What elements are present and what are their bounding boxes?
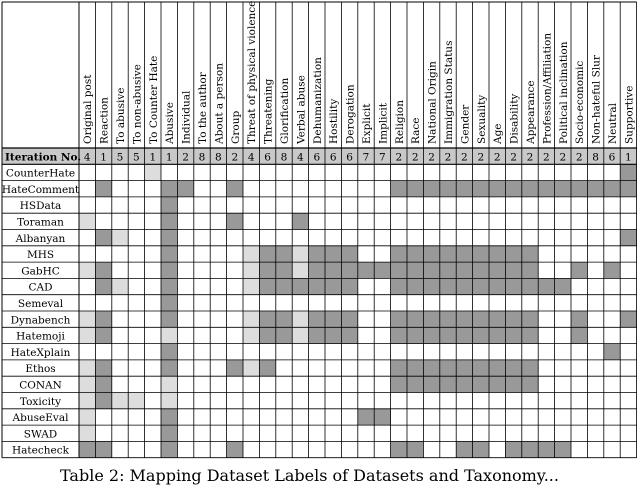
partial-cell — [128, 393, 144, 409]
partial-cell — [292, 327, 308, 343]
dataset-name: GabHC — [21, 265, 60, 278]
mapped-cell — [407, 441, 423, 457]
mapped-cell — [505, 441, 521, 457]
mapped-cell — [456, 376, 472, 392]
mapped-cell — [423, 311, 439, 327]
iteration-number: 2 — [444, 151, 452, 164]
partial-cell — [112, 278, 128, 294]
partial-cell — [79, 213, 95, 229]
mapped-cell — [161, 409, 177, 425]
dataset-name: HateXplain — [10, 346, 71, 359]
mapped-cell — [325, 262, 341, 278]
mapped-cell — [95, 376, 111, 392]
mapped-cell — [456, 441, 472, 457]
column-header: To abusive — [115, 87, 127, 144]
iteration-number: 4 — [297, 151, 304, 164]
mapped-cell — [325, 311, 341, 327]
mapped-cell — [538, 278, 554, 294]
mapped-cell — [473, 441, 489, 457]
mapped-cell — [423, 327, 439, 343]
mapped-cell — [276, 246, 292, 262]
mapped-cell — [440, 327, 456, 343]
column-header: Non-hateful Slur — [590, 55, 603, 144]
mapped-cell — [227, 360, 243, 376]
column-header: Profession/Affiliation — [541, 32, 554, 144]
mapped-cell — [604, 181, 620, 197]
column-header: Sexuality — [475, 94, 488, 144]
dataset-name: Albanyan — [15, 232, 66, 245]
mapped-cell — [489, 327, 505, 343]
column-header: Gender — [459, 104, 472, 144]
mapped-cell — [391, 441, 407, 457]
mapped-cell — [292, 278, 308, 294]
column-header: Explicit — [361, 103, 373, 144]
dataset-name: Hatemoji — [16, 330, 65, 343]
mapped-cell — [456, 278, 472, 294]
mapped-cell — [161, 213, 177, 229]
iteration-number: 5 — [116, 151, 124, 164]
mapped-cell — [407, 311, 423, 327]
mapped-cell — [259, 246, 275, 262]
mapped-cell — [473, 262, 489, 278]
partial-cell — [243, 246, 259, 262]
mapped-cell — [489, 278, 505, 294]
mapped-cell — [309, 327, 325, 343]
mapped-cell — [473, 181, 489, 197]
mapped-cell — [161, 441, 177, 457]
mapped-cell — [489, 360, 505, 376]
mapped-cell — [161, 181, 177, 197]
mapped-cell — [407, 262, 423, 278]
dataset-name: CounterHate — [5, 167, 76, 180]
mapped-cell — [489, 262, 505, 278]
mapped-cell — [161, 425, 177, 441]
column-header: Verbal abuse — [295, 75, 308, 144]
mapped-cell — [79, 441, 95, 457]
iteration-number: 7 — [362, 151, 370, 164]
column-header: Glorification — [279, 77, 291, 144]
column-header: Appearance — [525, 80, 537, 144]
mapped-cell — [161, 360, 177, 376]
partial-cell — [161, 376, 177, 392]
iteration-number: 5 — [133, 151, 140, 164]
mapped-cell — [505, 181, 521, 197]
mapped-cell — [259, 262, 275, 278]
column-header: Derogation — [344, 84, 357, 144]
column-header: Threatening — [262, 78, 275, 144]
column-header: Individual — [180, 90, 193, 144]
partial-cell — [145, 164, 161, 180]
partial-cell — [79, 425, 95, 441]
mapped-cell — [522, 262, 538, 278]
column-header: To non-abusive — [131, 64, 144, 144]
iteration-number: 6 — [313, 151, 321, 164]
iteration-number: 1 — [625, 151, 632, 164]
mapped-cell — [522, 181, 538, 197]
iteration-number: 2 — [477, 151, 485, 164]
partial-cell — [161, 393, 177, 409]
partial-cell — [79, 409, 95, 425]
column-header: To the author — [197, 72, 209, 144]
column-header: Threat of physical violence — [246, 0, 259, 144]
partial-cell — [292, 311, 308, 327]
column-header: Political inclination — [557, 41, 570, 144]
mapped-cell — [161, 197, 177, 213]
mapped-cell — [604, 262, 620, 278]
partial-cell — [112, 393, 128, 409]
mapped-cell — [440, 181, 456, 197]
dataset-name: Hatecheck — [12, 444, 69, 457]
mapped-cell — [391, 278, 407, 294]
mapped-cell — [276, 278, 292, 294]
mapped-cell — [309, 262, 325, 278]
mapped-cell — [423, 246, 439, 262]
column-header: Supportive — [623, 85, 636, 144]
column-header: Dehumanization — [311, 57, 324, 144]
dataset-name: Toraman — [17, 216, 64, 229]
mapped-cell — [505, 327, 521, 343]
iteration-number: 1 — [165, 151, 173, 164]
partial-cell — [79, 327, 95, 343]
mapped-cell — [555, 278, 571, 294]
mapped-cell — [95, 327, 111, 343]
mapped-cell — [620, 164, 636, 180]
mapped-cell — [407, 278, 423, 294]
mapped-cell — [358, 262, 374, 278]
mapped-cell — [325, 327, 341, 343]
mapped-cell — [440, 311, 456, 327]
mapped-cell — [309, 246, 325, 262]
mapped-cell — [161, 262, 177, 278]
iteration-number: 8 — [592, 151, 599, 164]
mapped-cell — [259, 360, 275, 376]
mapped-cell — [341, 327, 357, 343]
column-header: Abusive — [164, 102, 177, 144]
iteration-number: 2 — [575, 151, 583, 164]
mapped-cell — [423, 360, 439, 376]
table-caption: Table 2: Mapping Dataset Labels of Datasets and Taxonomy... — [60, 466, 559, 485]
mapped-cell — [374, 409, 390, 425]
mapped-cell — [440, 262, 456, 278]
mapped-cell — [538, 441, 554, 457]
iteration-number: 6 — [608, 151, 616, 164]
mapped-cell — [423, 376, 439, 392]
mapped-cell — [407, 181, 423, 197]
mapped-cell — [259, 311, 275, 327]
mapped-cell — [259, 278, 275, 294]
mapped-cell — [456, 246, 472, 262]
mapped-cell — [407, 246, 423, 262]
mapped-cell — [161, 246, 177, 262]
mapped-cell — [177, 181, 193, 197]
dataset-name: Toxicity — [19, 395, 62, 408]
dataset-name: HSData — [19, 200, 62, 213]
column-header: Neutral — [607, 102, 619, 144]
iteration-number: 6 — [264, 151, 271, 164]
mapped-cell — [95, 311, 111, 327]
iteration-number: 2 — [231, 151, 239, 164]
iteration-number: 2 — [543, 151, 550, 164]
mapped-cell — [456, 181, 472, 197]
mapped-cell — [473, 376, 489, 392]
mapped-cell — [505, 246, 521, 262]
iteration-number: 8 — [198, 151, 206, 164]
mapped-cell — [276, 327, 292, 343]
partial-cell — [243, 360, 259, 376]
mapped-cell — [95, 181, 111, 197]
dataset-name: Ethos — [25, 363, 56, 376]
column-header: Disability — [508, 93, 521, 144]
column-header: Original post — [82, 74, 95, 144]
iteration-number: 8 — [280, 151, 288, 164]
iteration-number: 6 — [329, 151, 337, 164]
mapped-cell — [571, 262, 587, 278]
column-header: Religion — [393, 100, 406, 144]
mapped-cell — [587, 181, 603, 197]
mapped-cell — [489, 181, 505, 197]
column-header: About a person — [213, 63, 226, 144]
iteration-number: 7 — [379, 151, 386, 164]
mapped-cell — [522, 376, 538, 392]
mapped-cell — [440, 360, 456, 376]
mapped-cell — [276, 262, 292, 278]
iteration-number: 4 — [83, 151, 91, 164]
iteration-number: 1 — [149, 151, 157, 164]
partial-cell — [112, 230, 128, 246]
mapped-cell — [95, 230, 111, 246]
column-header: Immigration Status — [443, 40, 455, 144]
mapped-cell — [161, 311, 177, 327]
mapped-cell — [423, 278, 439, 294]
mapped-cell — [161, 278, 177, 294]
mapped-cell — [95, 441, 111, 457]
partial-cell — [79, 360, 95, 376]
iteration-number: 2 — [526, 151, 534, 164]
dataset-name: CONAN — [19, 379, 62, 392]
mapped-cell — [522, 441, 538, 457]
partial-cell — [243, 311, 259, 327]
dataset-name: MHS — [26, 249, 55, 262]
mapped-cell — [489, 311, 505, 327]
dataset-name: AbuseEval — [12, 412, 69, 425]
mapped-cell — [620, 230, 636, 246]
partial-cell — [161, 327, 177, 343]
iteration-number: 2 — [493, 151, 501, 164]
mapped-cell — [456, 327, 472, 343]
mapped-cell — [571, 327, 587, 343]
mapped-cell — [95, 360, 111, 376]
mapped-cell — [423, 181, 439, 197]
mapped-cell — [391, 181, 407, 197]
iteration-number: 1 — [100, 151, 107, 164]
mapped-cell — [391, 376, 407, 392]
mapped-cell — [522, 278, 538, 294]
mapped-cell — [473, 311, 489, 327]
mapped-cell — [538, 181, 554, 197]
mapped-cell — [341, 278, 357, 294]
mapped-cell — [292, 213, 308, 229]
mapped-cell — [227, 181, 243, 197]
mapped-cell — [555, 441, 571, 457]
mapped-cell — [259, 327, 275, 343]
iteration-number: 2 — [461, 151, 468, 164]
mapped-cell — [489, 246, 505, 262]
iteration-number: 2 — [411, 151, 419, 164]
mapped-cell — [391, 311, 407, 327]
partial-cell — [79, 311, 95, 327]
mapped-cell — [620, 311, 636, 327]
mapped-cell — [505, 376, 521, 392]
mapped-cell — [505, 360, 521, 376]
mapped-cell — [440, 376, 456, 392]
dataset-name: HateComment — [1, 183, 80, 196]
iteration-number: 2 — [182, 151, 189, 164]
mapped-cell — [473, 278, 489, 294]
column-header: Age — [492, 123, 505, 144]
mapped-cell — [374, 262, 390, 278]
mapped-cell — [341, 262, 357, 278]
mapped-cell — [522, 327, 538, 343]
mapped-cell — [161, 230, 177, 246]
mapped-cell — [604, 344, 620, 360]
mapped-cell — [391, 262, 407, 278]
mapped-cell — [456, 311, 472, 327]
column-header: Socio-economic — [574, 60, 587, 144]
mapped-cell — [440, 278, 456, 294]
mapped-cell — [489, 376, 505, 392]
mapped-cell — [95, 393, 111, 409]
mapped-cell — [407, 360, 423, 376]
mapped-cell — [522, 246, 538, 262]
column-header: Reaction — [98, 97, 111, 144]
mapped-cell — [227, 441, 243, 457]
partial-cell — [243, 278, 259, 294]
partial-cell — [292, 262, 308, 278]
partial-cell — [292, 246, 308, 262]
mapped-cell — [522, 311, 538, 327]
partial-cell — [243, 262, 259, 278]
column-header: Hostility — [328, 98, 341, 144]
mapped-cell — [571, 311, 587, 327]
iteration-number: 2 — [395, 151, 403, 164]
partial-cell — [79, 262, 95, 278]
dataset-name: CAD — [28, 281, 53, 294]
column-header: Group — [229, 110, 242, 144]
mapped-cell — [456, 360, 472, 376]
iteration-number: 6 — [346, 151, 353, 164]
column-header: Race — [410, 117, 423, 144]
iteration-number: 2 — [428, 151, 435, 164]
mapped-cell — [456, 262, 472, 278]
iteration-number: 2 — [559, 151, 567, 164]
mapped-cell — [276, 311, 292, 327]
mapped-cell — [341, 311, 357, 327]
column-header: To Counter Hate — [147, 55, 160, 144]
mapped-cell — [325, 278, 341, 294]
mapped-cell — [95, 262, 111, 278]
mapped-cell — [473, 327, 489, 343]
partial-cell — [243, 327, 259, 343]
mapped-cell — [423, 262, 439, 278]
mapped-cell — [440, 246, 456, 262]
iteration-number: 2 — [510, 151, 517, 164]
iteration-number: 4 — [247, 151, 255, 164]
mapped-cell — [358, 409, 374, 425]
mapped-cell — [555, 181, 571, 197]
iteration-number: 8 — [215, 151, 222, 164]
mapped-cell — [505, 278, 521, 294]
iteration-label: Iteration No. — [5, 151, 81, 164]
column-header: National Origin — [426, 61, 439, 144]
mapped-cell — [227, 213, 243, 229]
dataset-name: Semeval — [17, 298, 64, 310]
mapped-cell — [473, 246, 489, 262]
mapped-cell — [473, 360, 489, 376]
mapped-cell — [391, 360, 407, 376]
partial-cell — [79, 376, 95, 392]
partial-cell — [79, 393, 95, 409]
mapped-cell — [407, 376, 423, 392]
mapped-cell — [620, 181, 636, 197]
mapped-cell — [325, 246, 341, 262]
mapped-cell — [95, 278, 111, 294]
mapped-cell — [309, 311, 325, 327]
mapped-cell — [341, 246, 357, 262]
mapped-cell — [571, 181, 587, 197]
mapped-cell — [391, 246, 407, 262]
mapped-cell — [522, 360, 538, 376]
mapped-cell — [505, 311, 521, 327]
mapped-cell — [407, 327, 423, 343]
column-header: Implicit — [377, 102, 390, 144]
mapped-cell — [309, 278, 325, 294]
mapped-cell — [161, 295, 177, 311]
mapped-cell — [161, 344, 177, 360]
mapped-cell — [505, 262, 521, 278]
dataset-name: Dynabench — [10, 314, 71, 327]
mapped-cell — [391, 327, 407, 343]
dataset-name: SWAD — [23, 428, 58, 441]
